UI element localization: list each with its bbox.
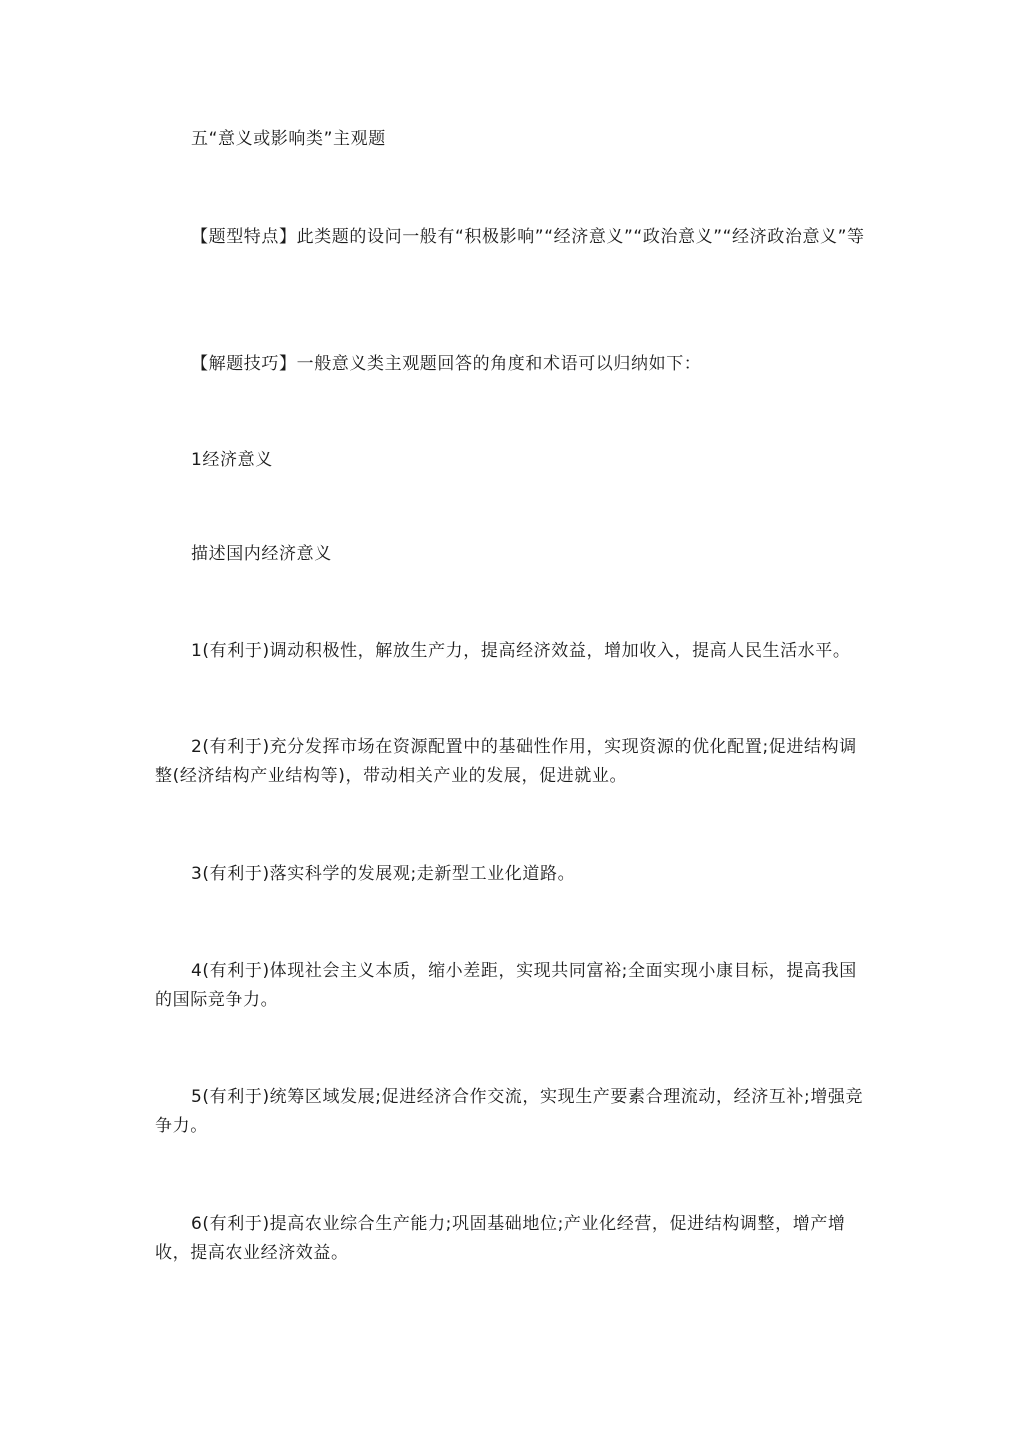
list-item-2: 2(有利于)充分发挥市场在资源配置中的基础性作用，实现资源的优化配置;促进结构调整(经济结构产业结构等)，带动相关产业的发展，促进就业。: [155, 737, 857, 786]
solving-technique: 【解题技巧】一般意义类主观题回答的角度和术语可以归纳如下：: [191, 354, 702, 374]
list-item-4: 4(有利于)体现社会主义本质，缩小差距，实现共同富裕;全面实现小康目标，提高我国的国际竞争力。: [155, 961, 857, 1010]
list-item-3: 3(有利于)落实科学的发展观;走新型工业化道路。: [191, 864, 576, 884]
list-item-1: 1(有利于)调动积极性，解放生产力，提高经济效益，增加收入，提高人民生活水平。: [191, 641, 851, 661]
question-type-feature: 【题型特点】此类题的设问一般有“积极影响”“经济意义”“政治意义”“经济政治意义”等: [191, 227, 865, 247]
list-item-5: 5(有利于)统筹区域发展;促进经济合作交流，实现生产要素合理流动，经济互补;增强竞争力。: [155, 1087, 864, 1136]
subheading-domestic-economic: 描述国内经济意义: [191, 544, 332, 564]
section-heading: 五“意义或影响类”主观题: [191, 129, 386, 149]
list-item-6: 6(有利于)提高农业综合生产能力;巩固基础地位;产业化经营，促进结构调整，增产增收，提高农业经济效益。: [155, 1214, 846, 1263]
subheading-economic-significance: 1经济意义: [191, 450, 273, 470]
